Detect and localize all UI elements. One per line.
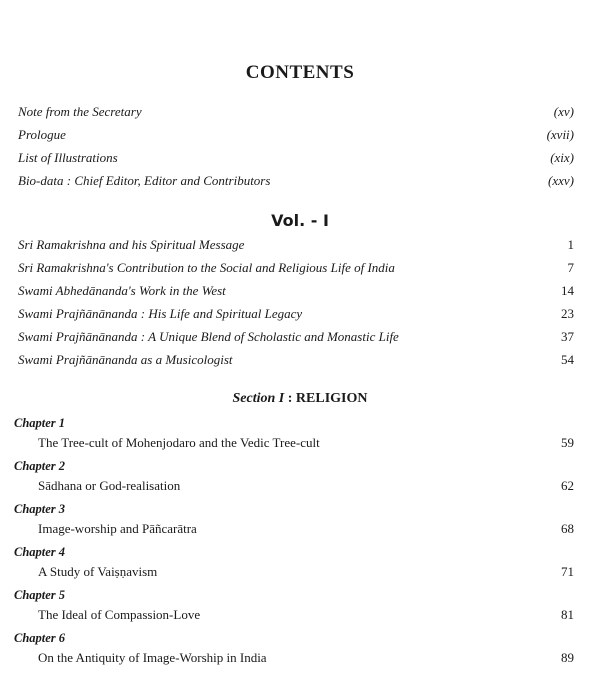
chapter-heading: Chapter 6 xyxy=(14,631,66,645)
chapter-title: The Ideal of Compassion-Love xyxy=(38,607,201,622)
toc-entry-label: Swami Abhedānanda's Work in the West xyxy=(18,283,226,298)
chapter-title: Sādhana or God-realisation xyxy=(38,478,181,493)
section-number: Section I xyxy=(232,391,285,406)
chapter-title: Image-worship and Pāñcarātra xyxy=(38,521,197,536)
volume-heading: Vol. - I xyxy=(271,211,329,230)
toc-entry-page: 7 xyxy=(567,260,574,275)
chapter-title: On the Antiquity of Image-Worship in India xyxy=(38,650,267,665)
chapter-entry[interactable] xyxy=(38,650,574,670)
chapter-entry[interactable] xyxy=(38,564,574,584)
toc-entry[interactable] xyxy=(18,150,574,170)
chapter-entry[interactable] xyxy=(38,478,574,498)
toc-entry-label: Sri Ramakrishna and his Spiritual Message xyxy=(18,237,245,252)
chapter-title: The Tree-cult of Mohenjodaro and the Vedic Tree-cult xyxy=(38,435,320,450)
chapter-title: A Study of Vaiṣṇavism xyxy=(38,564,158,579)
toc-entry-label: List of Illustrations xyxy=(18,150,118,165)
toc-entry[interactable] xyxy=(18,283,574,303)
toc-entry-page: 54 xyxy=(561,352,574,367)
toc-entry-label: Swami Prajñānānanda as a Musicologist xyxy=(18,352,233,367)
toc-entry[interactable] xyxy=(18,329,574,349)
toc-entry-page: (xvii) xyxy=(546,127,574,142)
chapter-heading: Chapter 1 xyxy=(14,416,66,430)
toc-entry-label: Swami Prajñānānanda : A Unique Blend of Scholastic and Monastic Life xyxy=(18,329,399,344)
toc-entry-label: Note from the Secretary xyxy=(18,104,142,119)
toc-entry-page: 23 xyxy=(561,306,574,321)
toc-entry[interactable] xyxy=(18,104,574,124)
toc-entry[interactable] xyxy=(18,127,574,147)
chapter-page: 81 xyxy=(561,607,574,622)
toc-entry-page: (xv) xyxy=(553,104,574,119)
toc-entry-label: Sri Ramakrishna's Contribution to the Social and Religious Life of India xyxy=(18,260,395,275)
toc-entry-page: 14 xyxy=(561,283,574,298)
toc-entry-page: 37 xyxy=(561,329,574,344)
section-heading xyxy=(0,391,600,407)
toc-entry-label: Swami Prajñānānanda : His Life and Spiritual Legacy xyxy=(18,306,303,321)
toc-entry-label: Prologue xyxy=(18,127,66,142)
chapter-heading: Chapter 5 xyxy=(14,588,66,602)
chapter-page: 89 xyxy=(561,650,574,665)
chapter-page: 71 xyxy=(561,564,574,579)
chapter-page: 59 xyxy=(561,435,574,450)
page-title: CONTENTS xyxy=(245,62,355,83)
chapter-entry[interactable] xyxy=(38,521,574,541)
chapter-entry[interactable] xyxy=(38,435,574,455)
toc-entry[interactable] xyxy=(18,237,574,257)
chapter-entry[interactable] xyxy=(38,607,574,627)
chapter-heading: Chapter 2 xyxy=(14,459,66,473)
chapter-heading: Chapter 4 xyxy=(14,545,66,559)
section-name: : RELIGION xyxy=(287,391,368,406)
chapter-page: 68 xyxy=(561,521,574,536)
chapter-page: 62 xyxy=(561,478,574,493)
toc-entry[interactable] xyxy=(18,173,574,193)
toc-entry-page: (xix) xyxy=(550,150,574,165)
toc-entry-page: 1 xyxy=(567,237,574,252)
toc-entry-label: Bio-data : Chief Editor, Editor and Contributors xyxy=(18,173,271,188)
toc-entry[interactable] xyxy=(18,352,574,372)
toc-entry[interactable] xyxy=(18,260,574,280)
toc-entry-page: (xxv) xyxy=(548,173,574,188)
toc-entry[interactable] xyxy=(18,306,574,326)
chapter-heading: Chapter 3 xyxy=(14,502,66,516)
